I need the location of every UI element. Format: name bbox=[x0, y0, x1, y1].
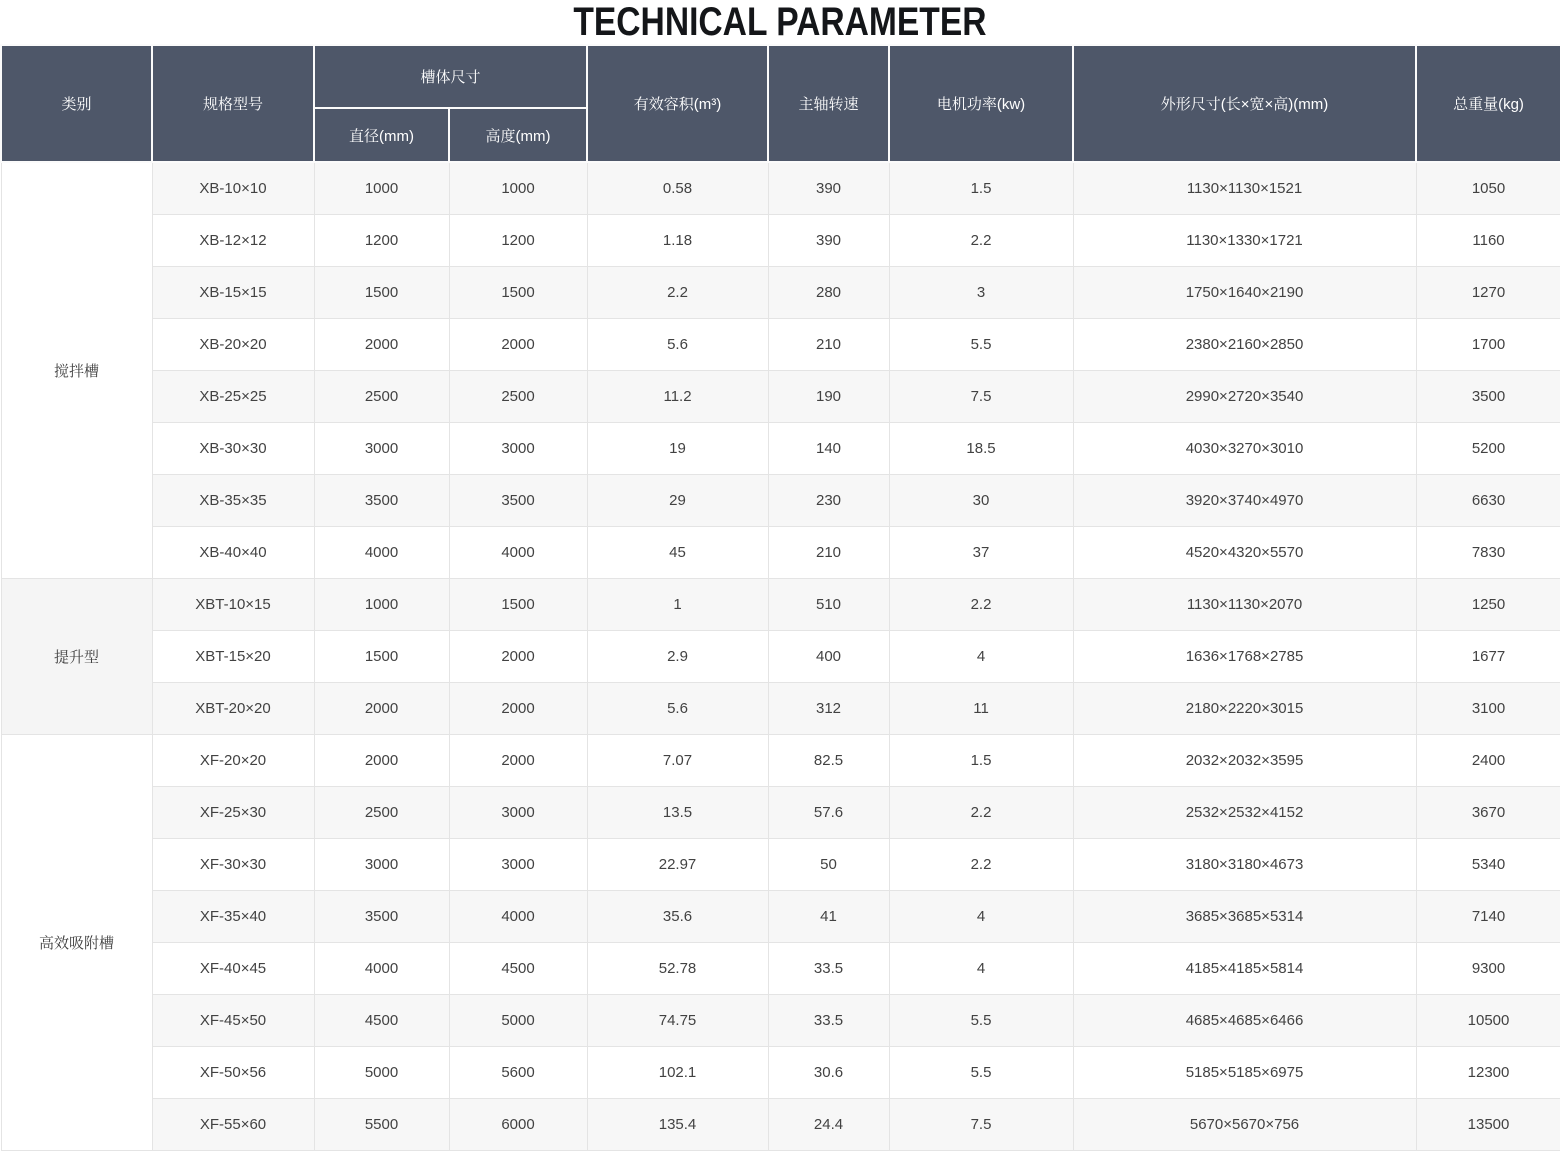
model-cell: XB-40×40 bbox=[152, 527, 314, 579]
diameter-cell: 4500 bbox=[314, 995, 449, 1047]
table-row bbox=[1, 319, 1560, 371]
volume-cell: 1.18 bbox=[587, 215, 768, 267]
table-row bbox=[1, 787, 1560, 839]
category-cell: 高效吸附槽 bbox=[1, 735, 152, 1151]
model-cell: XF-25×30 bbox=[152, 787, 314, 839]
weight-cell: 7140 bbox=[1416, 891, 1560, 943]
weight-cell: 13500 bbox=[1416, 1099, 1560, 1151]
weight-cell: 1270 bbox=[1416, 267, 1560, 319]
model-cell: XB-30×30 bbox=[152, 423, 314, 475]
weight-cell: 1250 bbox=[1416, 579, 1560, 631]
diameter-cell: 3000 bbox=[314, 839, 449, 891]
dims-cell: 1130×1330×1721 bbox=[1073, 215, 1416, 267]
model-cell: XF-40×45 bbox=[152, 943, 314, 995]
weight-cell: 7830 bbox=[1416, 527, 1560, 579]
speed-cell: 57.6 bbox=[768, 787, 889, 839]
power-cell: 1.5 bbox=[889, 162, 1073, 215]
table-row bbox=[1, 1099, 1560, 1151]
power-cell: 11 bbox=[889, 683, 1073, 735]
speed-cell: 510 bbox=[768, 579, 889, 631]
power-cell: 4 bbox=[889, 891, 1073, 943]
dims-cell: 5670×5670×756 bbox=[1073, 1099, 1416, 1151]
speed-cell: 190 bbox=[768, 371, 889, 423]
height-cell: 2000 bbox=[449, 683, 587, 735]
height-cell: 4000 bbox=[449, 527, 587, 579]
height-cell: 2000 bbox=[449, 735, 587, 787]
diameter-cell: 1000 bbox=[314, 579, 449, 631]
volume-cell: 74.75 bbox=[587, 995, 768, 1047]
dims-cell: 5185×5185×6975 bbox=[1073, 1047, 1416, 1099]
model-cell: XB-35×35 bbox=[152, 475, 314, 527]
weight-cell: 6630 bbox=[1416, 475, 1560, 527]
weight-cell: 10500 bbox=[1416, 995, 1560, 1047]
speed-cell: 210 bbox=[768, 319, 889, 371]
height-cell: 2500 bbox=[449, 371, 587, 423]
model-cell: XB-12×12 bbox=[152, 215, 314, 267]
header-volume: 有效容积(m³) bbox=[587, 45, 768, 162]
table-row bbox=[1, 735, 1560, 787]
diameter-cell: 3000 bbox=[314, 423, 449, 475]
dims-cell: 1130×1130×1521 bbox=[1073, 162, 1416, 215]
height-cell: 1000 bbox=[449, 162, 587, 215]
volume-cell: 0.58 bbox=[587, 162, 768, 215]
table-row bbox=[1, 579, 1560, 631]
speed-cell: 312 bbox=[768, 683, 889, 735]
weight-cell: 5200 bbox=[1416, 423, 1560, 475]
height-cell: 3000 bbox=[449, 787, 587, 839]
diameter-cell: 4000 bbox=[314, 943, 449, 995]
volume-cell: 11.2 bbox=[587, 371, 768, 423]
volume-cell: 2.2 bbox=[587, 267, 768, 319]
height-cell: 5000 bbox=[449, 995, 587, 1047]
model-cell: XF-30×30 bbox=[152, 839, 314, 891]
model-cell: XBT-20×20 bbox=[152, 683, 314, 735]
volume-cell: 22.97 bbox=[587, 839, 768, 891]
header-tank-size: 槽体尺寸 bbox=[314, 45, 587, 108]
height-cell: 1200 bbox=[449, 215, 587, 267]
weight-cell: 1050 bbox=[1416, 162, 1560, 215]
table-row bbox=[1, 475, 1560, 527]
diameter-cell: 1500 bbox=[314, 631, 449, 683]
model-cell: XBT-15×20 bbox=[152, 631, 314, 683]
header-model: 规格型号 bbox=[152, 45, 314, 162]
dims-cell: 3685×3685×5314 bbox=[1073, 891, 1416, 943]
table-row bbox=[1, 839, 1560, 891]
power-cell: 2.2 bbox=[889, 787, 1073, 839]
height-cell: 3500 bbox=[449, 475, 587, 527]
power-cell: 3 bbox=[889, 267, 1073, 319]
height-cell: 1500 bbox=[449, 579, 587, 631]
power-cell: 4 bbox=[889, 631, 1073, 683]
volume-cell: 5.6 bbox=[587, 319, 768, 371]
speed-cell: 50 bbox=[768, 839, 889, 891]
model-cell: XB-25×25 bbox=[152, 371, 314, 423]
model-cell: XF-45×50 bbox=[152, 995, 314, 1047]
speed-cell: 390 bbox=[768, 215, 889, 267]
dims-cell: 1750×1640×2190 bbox=[1073, 267, 1416, 319]
weight-cell: 1700 bbox=[1416, 319, 1560, 371]
diameter-cell: 5000 bbox=[314, 1047, 449, 1099]
diameter-cell: 4000 bbox=[314, 527, 449, 579]
speed-cell: 390 bbox=[768, 162, 889, 215]
weight-cell: 3670 bbox=[1416, 787, 1560, 839]
height-cell: 3000 bbox=[449, 839, 587, 891]
table-row bbox=[1, 162, 1560, 215]
header-dims: 外形尺寸(长×宽×高)(mm) bbox=[1073, 45, 1416, 162]
speed-cell: 41 bbox=[768, 891, 889, 943]
table-row bbox=[1, 631, 1560, 683]
speed-cell: 82.5 bbox=[768, 735, 889, 787]
table-row bbox=[1, 683, 1560, 735]
weight-cell: 5340 bbox=[1416, 839, 1560, 891]
volume-cell: 102.1 bbox=[587, 1047, 768, 1099]
height-cell: 5600 bbox=[449, 1047, 587, 1099]
diameter-cell: 2000 bbox=[314, 735, 449, 787]
dims-cell: 2180×2220×3015 bbox=[1073, 683, 1416, 735]
power-cell: 7.5 bbox=[889, 371, 1073, 423]
dims-cell: 3180×3180×4673 bbox=[1073, 839, 1416, 891]
page-title: TECHNICAL PARAMETER bbox=[573, 0, 987, 44]
power-cell: 37 bbox=[889, 527, 1073, 579]
diameter-cell: 1500 bbox=[314, 267, 449, 319]
model-cell: XF-50×56 bbox=[152, 1047, 314, 1099]
header-diameter: 直径(mm) bbox=[314, 108, 449, 162]
dims-cell: 1130×1130×2070 bbox=[1073, 579, 1416, 631]
diameter-cell: 1200 bbox=[314, 215, 449, 267]
model-cell: XBT-10×15 bbox=[152, 579, 314, 631]
volume-cell: 13.5 bbox=[587, 787, 768, 839]
speed-cell: 280 bbox=[768, 267, 889, 319]
technical-parameter-table bbox=[0, 44, 1560, 1151]
header-power: 电机功率(kw) bbox=[889, 45, 1073, 162]
header-category: 类别 bbox=[1, 45, 152, 162]
speed-cell: 24.4 bbox=[768, 1099, 889, 1151]
volume-cell: 7.07 bbox=[587, 735, 768, 787]
volume-cell: 45 bbox=[587, 527, 768, 579]
weight-cell: 12300 bbox=[1416, 1047, 1560, 1099]
table-header bbox=[1, 45, 1560, 162]
dims-cell: 2532×2532×4152 bbox=[1073, 787, 1416, 839]
height-cell: 2000 bbox=[449, 631, 587, 683]
speed-cell: 140 bbox=[768, 423, 889, 475]
speed-cell: 33.5 bbox=[768, 995, 889, 1047]
model-cell: XF-55×60 bbox=[152, 1099, 314, 1151]
power-cell: 5.5 bbox=[889, 1047, 1073, 1099]
dims-cell: 4030×3270×3010 bbox=[1073, 423, 1416, 475]
table-row bbox=[1, 891, 1560, 943]
volume-cell: 19 bbox=[587, 423, 768, 475]
table-row bbox=[1, 527, 1560, 579]
page-title-bar bbox=[0, 0, 1560, 44]
power-cell: 2.2 bbox=[889, 839, 1073, 891]
weight-cell: 3500 bbox=[1416, 371, 1560, 423]
table-row bbox=[1, 267, 1560, 319]
dims-cell: 2990×2720×3540 bbox=[1073, 371, 1416, 423]
table-row bbox=[1, 371, 1560, 423]
table-row bbox=[1, 995, 1560, 1047]
height-cell: 1500 bbox=[449, 267, 587, 319]
power-cell: 5.5 bbox=[889, 319, 1073, 371]
volume-cell: 35.6 bbox=[587, 891, 768, 943]
power-cell: 18.5 bbox=[889, 423, 1073, 475]
volume-cell: 29 bbox=[587, 475, 768, 527]
weight-cell: 9300 bbox=[1416, 943, 1560, 995]
dims-cell: 2380×2160×2850 bbox=[1073, 319, 1416, 371]
diameter-cell: 2000 bbox=[314, 319, 449, 371]
volume-cell: 1 bbox=[587, 579, 768, 631]
height-cell: 4000 bbox=[449, 891, 587, 943]
header-speed: 主轴转速 bbox=[768, 45, 889, 162]
height-cell: 3000 bbox=[449, 423, 587, 475]
diameter-cell: 3500 bbox=[314, 891, 449, 943]
header-weight: 总重量(kg) bbox=[1416, 45, 1560, 162]
table-row bbox=[1, 943, 1560, 995]
dims-cell: 4185×4185×5814 bbox=[1073, 943, 1416, 995]
weight-cell: 2400 bbox=[1416, 735, 1560, 787]
table-row bbox=[1, 215, 1560, 267]
table-row bbox=[1, 423, 1560, 475]
power-cell: 5.5 bbox=[889, 995, 1073, 1047]
category-cell: 搅拌槽 bbox=[1, 162, 152, 579]
weight-cell: 1160 bbox=[1416, 215, 1560, 267]
speed-cell: 210 bbox=[768, 527, 889, 579]
height-cell: 2000 bbox=[449, 319, 587, 371]
power-cell: 30 bbox=[889, 475, 1073, 527]
dims-cell: 4685×4685×6466 bbox=[1073, 995, 1416, 1047]
dims-cell: 4520×4320×5570 bbox=[1073, 527, 1416, 579]
model-cell: XB-10×10 bbox=[152, 162, 314, 215]
diameter-cell: 1000 bbox=[314, 162, 449, 215]
power-cell: 4 bbox=[889, 943, 1073, 995]
power-cell: 7.5 bbox=[889, 1099, 1073, 1151]
volume-cell: 135.4 bbox=[587, 1099, 768, 1151]
diameter-cell: 2000 bbox=[314, 683, 449, 735]
weight-cell: 3100 bbox=[1416, 683, 1560, 735]
dims-cell: 2032×2032×3595 bbox=[1073, 735, 1416, 787]
diameter-cell: 5500 bbox=[314, 1099, 449, 1151]
volume-cell: 5.6 bbox=[587, 683, 768, 735]
diameter-cell: 3500 bbox=[314, 475, 449, 527]
speed-cell: 30.6 bbox=[768, 1047, 889, 1099]
dims-cell: 1636×1768×2785 bbox=[1073, 631, 1416, 683]
volume-cell: 52.78 bbox=[587, 943, 768, 995]
height-cell: 4500 bbox=[449, 943, 587, 995]
height-cell: 6000 bbox=[449, 1099, 587, 1151]
dims-cell: 3920×3740×4970 bbox=[1073, 475, 1416, 527]
power-cell: 2.2 bbox=[889, 579, 1073, 631]
table-row bbox=[1, 1047, 1560, 1099]
model-cell: XB-15×15 bbox=[152, 267, 314, 319]
speed-cell: 230 bbox=[768, 475, 889, 527]
model-cell: XB-20×20 bbox=[152, 319, 314, 371]
power-cell: 2.2 bbox=[889, 215, 1073, 267]
speed-cell: 400 bbox=[768, 631, 889, 683]
volume-cell: 2.9 bbox=[587, 631, 768, 683]
speed-cell: 33.5 bbox=[768, 943, 889, 995]
diameter-cell: 2500 bbox=[314, 371, 449, 423]
category-cell: 提升型 bbox=[1, 579, 152, 735]
power-cell: 1.5 bbox=[889, 735, 1073, 787]
weight-cell: 1677 bbox=[1416, 631, 1560, 683]
model-cell: XF-35×40 bbox=[152, 891, 314, 943]
model-cell: XF-20×20 bbox=[152, 735, 314, 787]
header-height: 高度(mm) bbox=[449, 108, 587, 162]
diameter-cell: 2500 bbox=[314, 787, 449, 839]
table-body bbox=[1, 162, 1560, 1151]
